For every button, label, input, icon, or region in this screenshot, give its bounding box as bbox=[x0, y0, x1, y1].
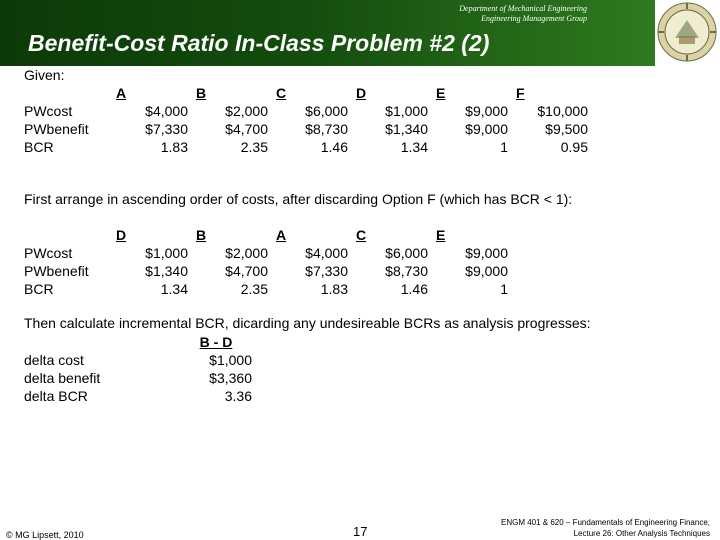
table-cell: $4,700 bbox=[225, 121, 268, 137]
table-cell: $3,360 bbox=[209, 370, 252, 386]
option-header-d: D bbox=[116, 227, 127, 243]
instruction-sort: First arrange in ascending order of costs, after discarding Option F (which has BCR < 1): bbox=[24, 191, 573, 207]
option-header-c: C bbox=[356, 227, 367, 243]
row-label: PWbenefit bbox=[24, 121, 89, 137]
table-row bbox=[24, 369, 252, 387]
table-row bbox=[24, 387, 252, 405]
option-header-a: A bbox=[116, 85, 127, 101]
table-cell: $1,000 bbox=[209, 352, 252, 368]
table-cell: $1,340 bbox=[385, 121, 428, 137]
table-row bbox=[24, 280, 508, 298]
option-header-b: B bbox=[196, 85, 207, 101]
incremental-table bbox=[24, 333, 252, 405]
row-label: PWcost bbox=[24, 245, 73, 261]
table-cell: 1 bbox=[500, 281, 508, 297]
table-cell: $1,000 bbox=[145, 245, 188, 261]
row-label: PWbenefit bbox=[24, 263, 89, 279]
table-row bbox=[24, 138, 588, 156]
table-cell: 1 bbox=[500, 139, 508, 155]
table-cell: $1,340 bbox=[145, 263, 188, 279]
table-cell: $9,000 bbox=[465, 121, 508, 137]
table-cell: $4,000 bbox=[145, 103, 188, 119]
table-cell: $9,000 bbox=[465, 245, 508, 261]
table-cell: $8,730 bbox=[385, 263, 428, 279]
option-header-a: A bbox=[276, 227, 287, 243]
table-cell: $4,000 bbox=[305, 245, 348, 261]
options-table bbox=[24, 84, 588, 156]
table-row bbox=[24, 120, 588, 138]
page-number: 17 bbox=[353, 524, 368, 539]
given-label: Given: bbox=[24, 67, 65, 83]
header-band bbox=[0, 0, 655, 66]
copyright-footer: © MG Lipsett, 2010 bbox=[6, 530, 84, 540]
row-label: delta benefit bbox=[24, 370, 101, 386]
table-row bbox=[24, 351, 252, 369]
department-label bbox=[459, 4, 587, 24]
table-cell: $7,330 bbox=[145, 121, 188, 137]
table-cell: 0.95 bbox=[560, 139, 588, 155]
department-line-1: Department of Mechanical Engineering bbox=[459, 4, 587, 13]
table-cell: 1.34 bbox=[400, 139, 428, 155]
course-line-1: ENGM 401 & 620 – Fundamentals of Engineering Finance, bbox=[500, 518, 710, 527]
table-cell: $1,000 bbox=[385, 103, 428, 119]
table-cell: $9,500 bbox=[545, 121, 588, 137]
options-header-row bbox=[24, 84, 588, 102]
table-cell: $6,000 bbox=[385, 245, 428, 261]
sorted-options-table bbox=[24, 226, 508, 298]
table-cell: $2,000 bbox=[225, 245, 268, 261]
table-cell: 1.83 bbox=[160, 139, 188, 155]
row-label: PWcost bbox=[24, 103, 73, 119]
table-row bbox=[24, 244, 508, 262]
instruction-incremental: Then calculate incremental BCR, dicarding any undesireable BCRs as analysis progresses: bbox=[24, 315, 591, 331]
table-cell: $8,730 bbox=[305, 121, 348, 137]
table-cell: 2.35 bbox=[240, 139, 268, 155]
table-row bbox=[24, 102, 588, 120]
table-cell: $7,330 bbox=[305, 263, 348, 279]
table-cell: 1.46 bbox=[400, 281, 428, 297]
option-header-c: C bbox=[276, 85, 287, 101]
table-cell: 1.83 bbox=[320, 281, 348, 297]
table-cell: $10,000 bbox=[537, 103, 588, 119]
department-line-2: Engineering Management Group bbox=[481, 14, 587, 23]
table-cell: 3.36 bbox=[224, 388, 252, 404]
table-cell: 1.34 bbox=[160, 281, 188, 297]
table-cell: $6,000 bbox=[305, 103, 348, 119]
incremental-header-row bbox=[24, 333, 252, 351]
table-cell: $4,700 bbox=[225, 263, 268, 279]
university-seal-logo bbox=[657, 2, 717, 62]
slide-title: Benefit-Cost Ratio In-Class Problem #2 (2) bbox=[28, 30, 490, 56]
row-label: delta cost bbox=[24, 352, 84, 368]
increment-header-b-d: B - D bbox=[199, 334, 233, 350]
row-label: delta BCR bbox=[24, 388, 88, 404]
option-header-b: B bbox=[196, 227, 207, 243]
row-label: BCR bbox=[24, 139, 54, 155]
table-cell: $9,000 bbox=[465, 263, 508, 279]
option-header-e: E bbox=[436, 227, 446, 243]
table-cell: $2,000 bbox=[225, 103, 268, 119]
table-cell: 1.46 bbox=[320, 139, 348, 155]
option-header-d: D bbox=[356, 85, 367, 101]
table-cell: 2.35 bbox=[240, 281, 268, 297]
option-header-e: E bbox=[436, 85, 446, 101]
row-label: BCR bbox=[24, 281, 54, 297]
option-header-f: F bbox=[516, 85, 525, 101]
sorted-header-row bbox=[24, 226, 508, 244]
table-row bbox=[24, 262, 508, 280]
course-footer bbox=[501, 517, 710, 539]
table-cell: $9,000 bbox=[465, 103, 508, 119]
course-line-2: Lecture 26: Other Analysis Techniques bbox=[573, 529, 710, 538]
